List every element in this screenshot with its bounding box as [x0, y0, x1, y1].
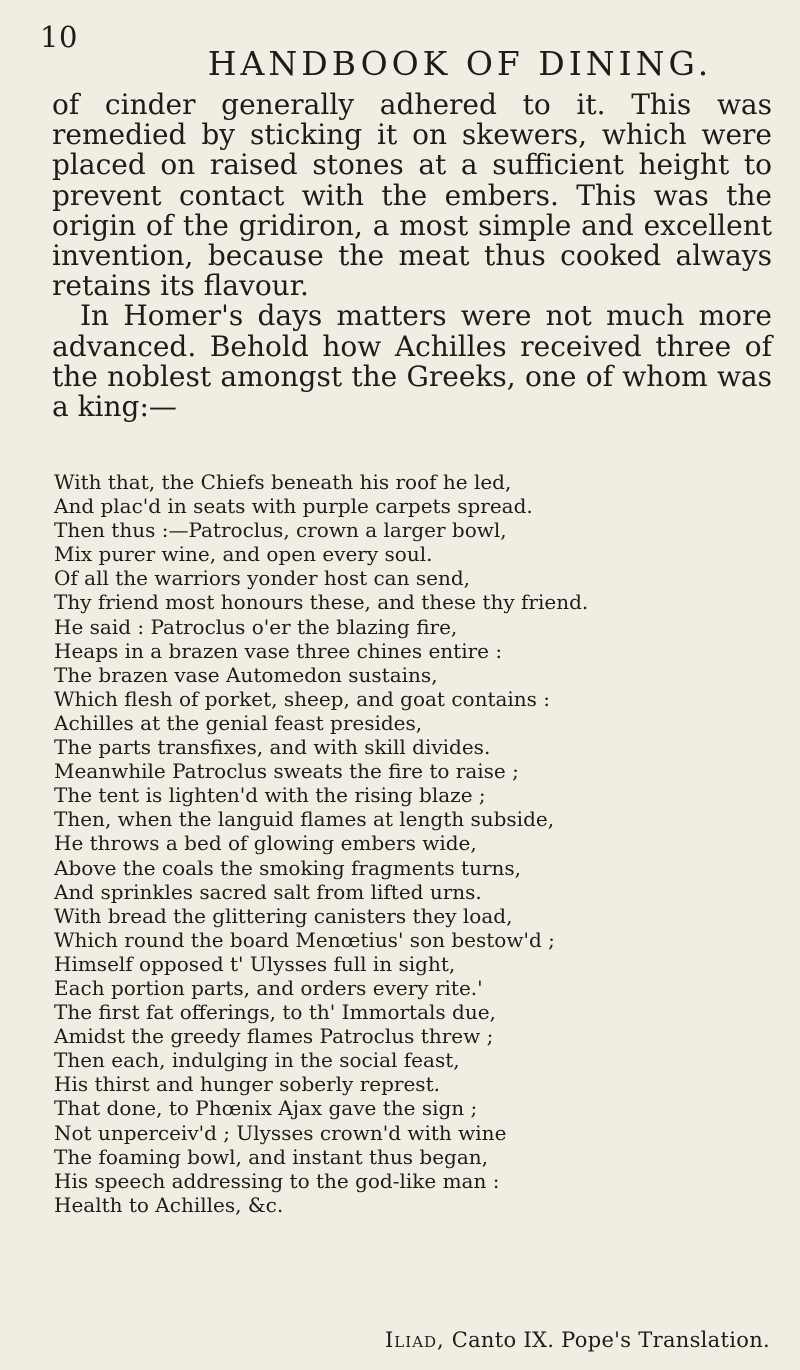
verse-line: The tent is lighten'd with the rising blaze ; — [54, 783, 486, 808]
running-head: HANDBOOK OF DINING. — [207, 44, 713, 83]
verse-line: Himself opposed t' Ulysses full in sight, — [54, 951, 456, 976]
citation-detail: Canto IX. Pope's Translation. — [444, 1328, 770, 1352]
citation — [0, 1328, 770, 1352]
page-number: 10 — [40, 20, 78, 54]
verse-line: Thy friend most honours these, and these thy friend. — [54, 590, 589, 615]
verse-line: Health to Achilles, &c. — [54, 1192, 284, 1217]
verse-line: With bread the glittering canisters they load, — [54, 903, 513, 928]
verse-line: Not unperceiv'd ; Ulysses crown'd with wine — [54, 1120, 507, 1145]
verse-line: Amidst the greedy flames Patroclus threw ; — [54, 1024, 494, 1049]
verse-line: The parts transfixes, and with skill divides. — [54, 735, 491, 760]
verse-line: Meanwhile Patroclus sweats the fire to raise ; — [54, 759, 519, 784]
verse-line: Above the coals the smoking fragments turns, — [54, 855, 522, 880]
verse-line: He said : Patroclus o'er the blazing fire, — [54, 614, 458, 639]
verse-line: Of all the warriors yonder host can send, — [54, 566, 470, 591]
verse-line: The foaming bowl, and instant thus began, — [54, 1144, 489, 1169]
verse-line: Then, when the languid flames at length subside, — [54, 807, 555, 832]
verse-line: And sprinkles sacred salt from lifted urns. — [54, 879, 482, 904]
verse-line: His thirst and hunger soberly represt. — [54, 1072, 440, 1097]
verse-line: Then each, indulging in the social feast, — [54, 1048, 460, 1073]
verse-line: Each portion parts, and orders every rite.' — [54, 975, 483, 1000]
verse-line: That done, to Phœnix Ajax gave the sign ; — [54, 1096, 478, 1121]
prose-paragraph: In Homer's days matters were not much more advanced. Behold how Achilles received three of the noblest amongst the Greeks, one of whom was a king:— — [52, 299, 772, 424]
verse-line: Mix purer wine, and open every soul. — [54, 542, 433, 567]
prose-body — [52, 90, 772, 422]
citation-work: Iliad, — [385, 1328, 445, 1352]
verse-line: And plac'd in seats with purple carpets spread. — [54, 494, 533, 519]
verse-line: Then thus :—Patroclus, crown a larger bowl, — [54, 518, 507, 543]
verse-line: He throws a bed of glowing embers wide, — [54, 831, 477, 856]
verse-line: His speech addressing to the god-like man : — [54, 1168, 500, 1193]
verse-line: With that, the Chiefs beneath his roof he led, — [54, 470, 512, 494]
verse-line: Achilles at the genial feast presides, — [54, 710, 423, 735]
verse-line: Which round the board Menœtius' son bestow'd ; — [54, 927, 555, 952]
verse-line: Heaps in a brazen vase three chines entire : — [54, 638, 503, 663]
verse-line: The first fat offerings, to th' Immortals due, — [54, 1000, 496, 1025]
verse-line: The brazen vase Automedon sustains, — [54, 662, 438, 687]
prose-paragraph: of cinder generally adhered to it. This was remedied by sticking it on skewers, which were placed on raised stones at a sufficient height to prevent contact with the embers. This was the origin of the gridiron, a most simple and excellent invention, because the meat thus cooked always retains its flavour. — [52, 88, 772, 303]
verse-line: Which flesh of porket, sheep, and goat contains : — [54, 686, 551, 711]
verse-quotation — [54, 470, 770, 1217]
